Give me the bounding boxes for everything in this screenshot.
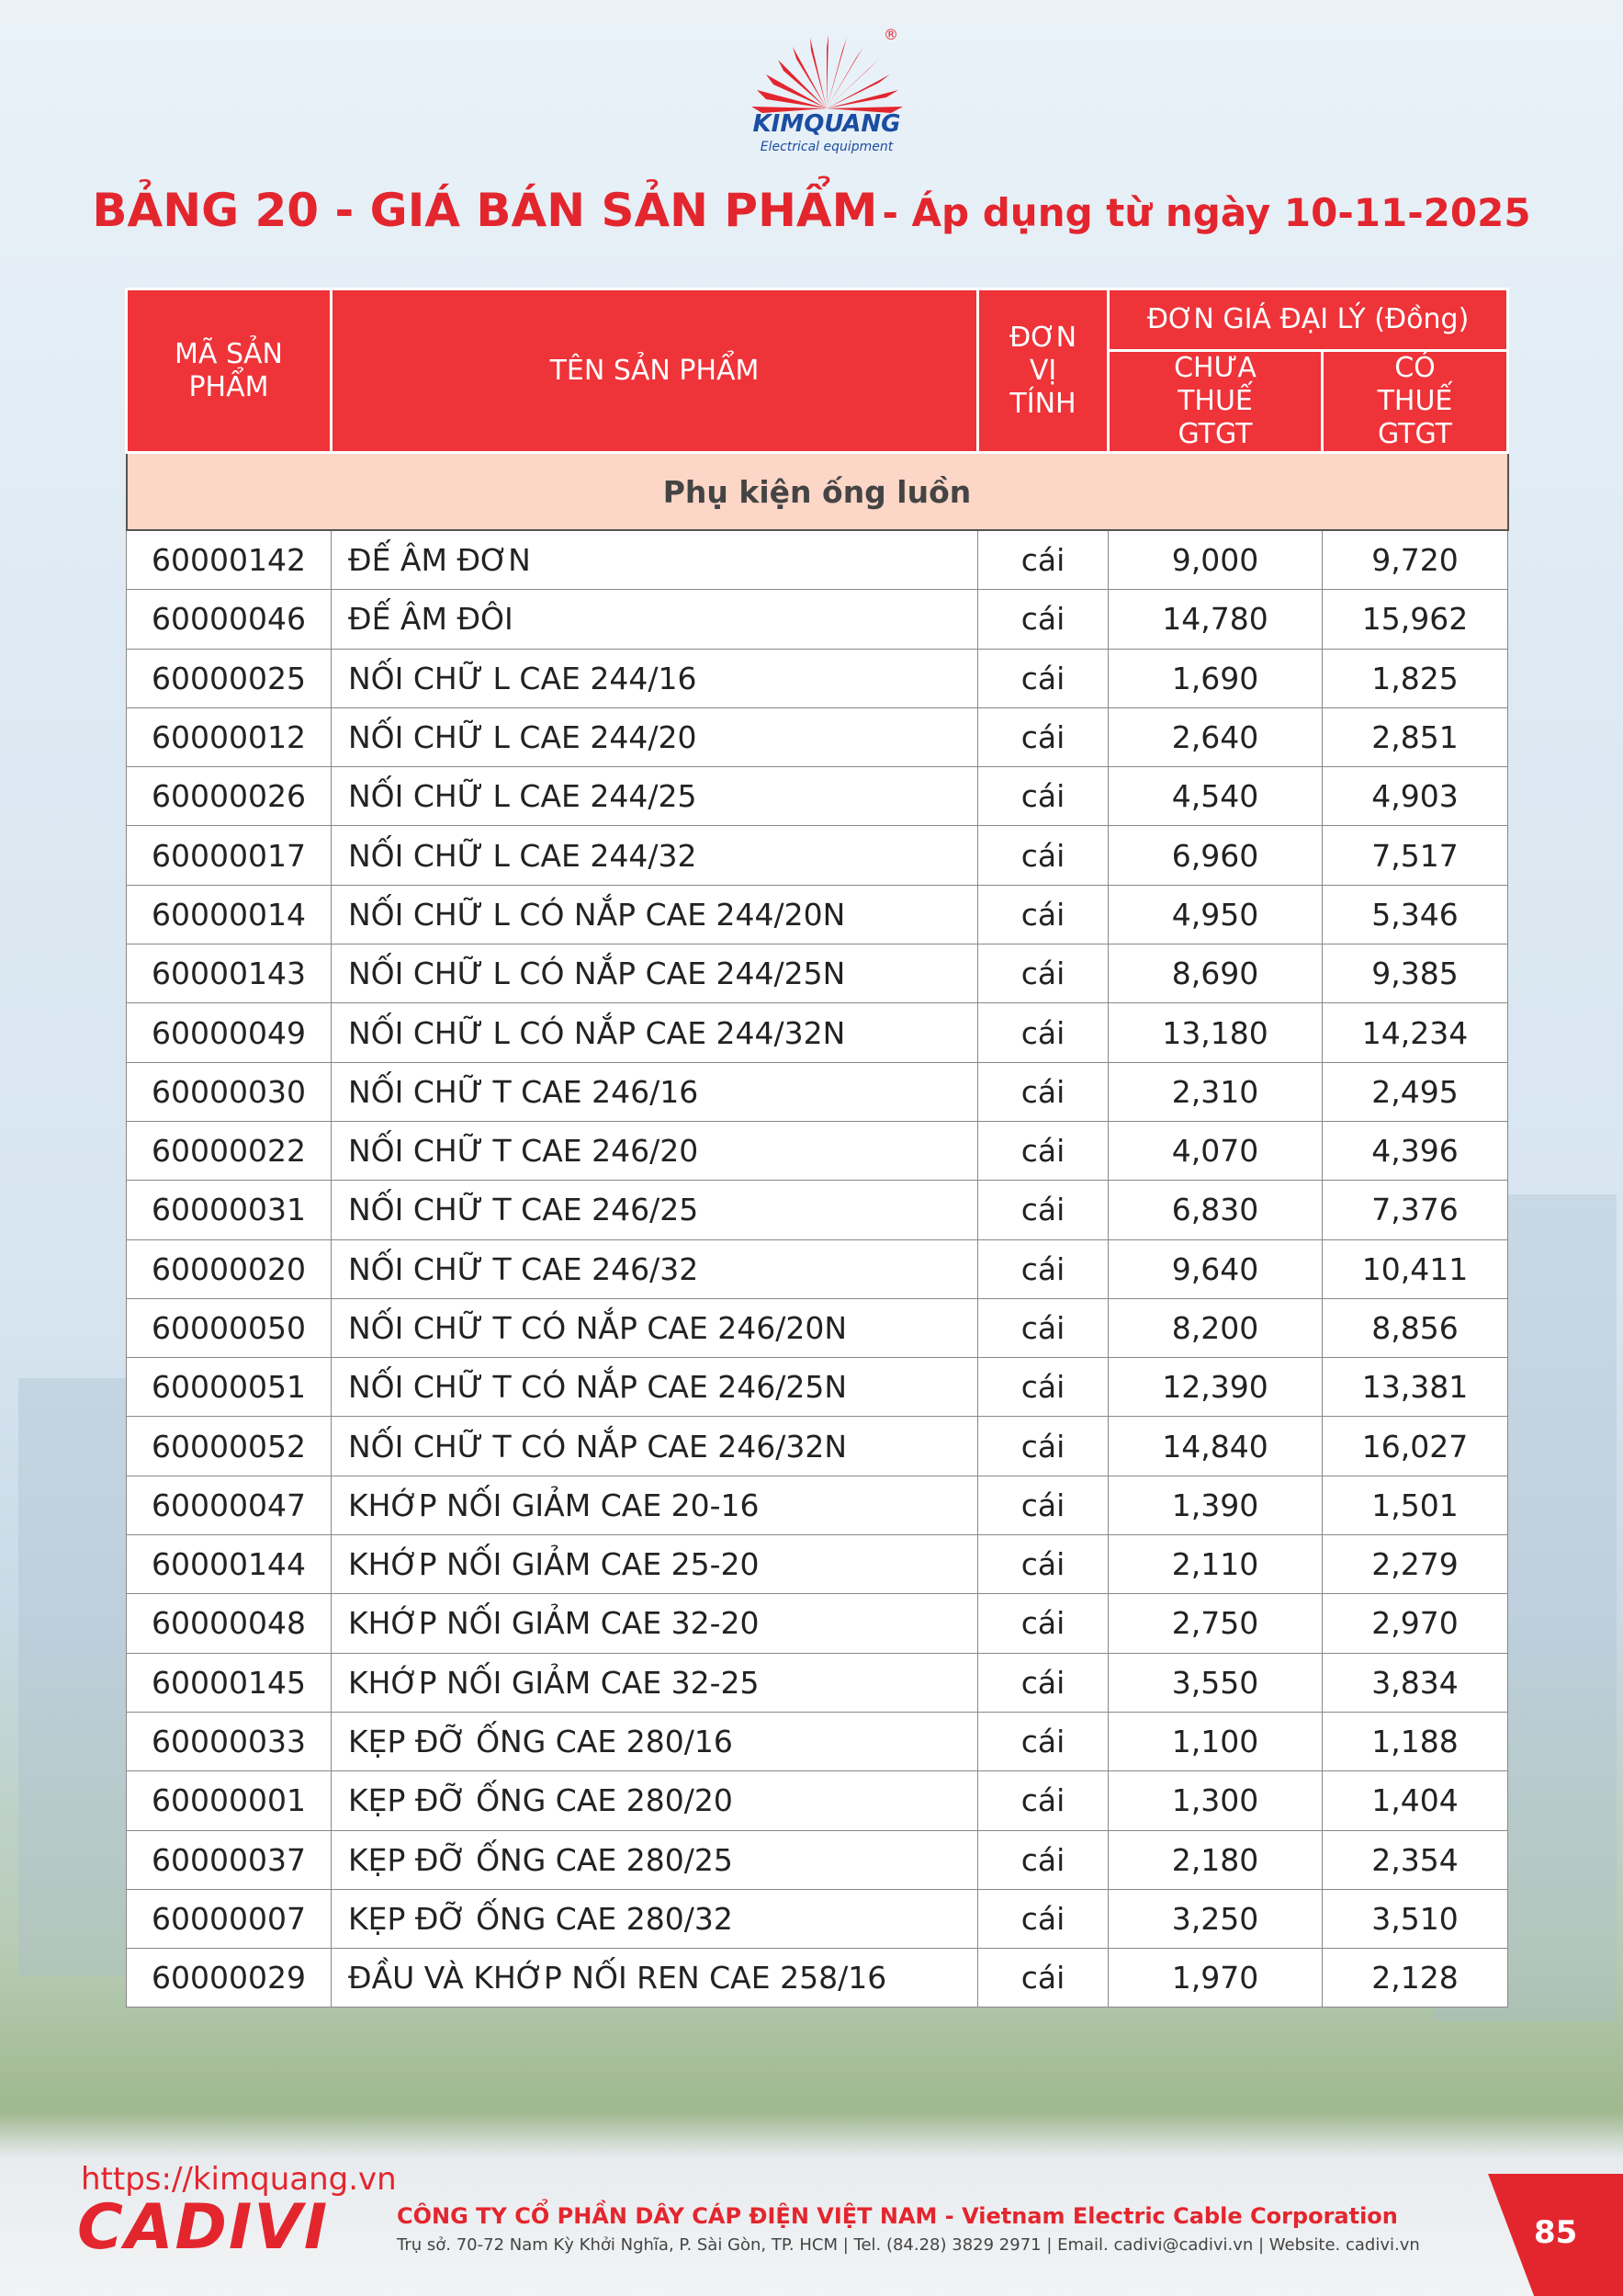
cell-unit: cái — [978, 649, 1109, 707]
title-sub: - Áp dụng từ ngày 10-11-2025 — [882, 190, 1531, 235]
cell-unit: cái — [978, 1653, 1109, 1712]
cell-name: NỐI CHỮ T CÓ NẮP CAE 246/32N — [332, 1417, 978, 1476]
cell-name: ĐẾ ÂM ĐÔI — [332, 590, 978, 649]
cell-price-tax: 2,354 — [1323, 1830, 1508, 1889]
logo-brand-name: KIMQUANG — [752, 110, 901, 138]
cell-unit: cái — [978, 1712, 1109, 1770]
cell-price-tax: 1,825 — [1323, 649, 1508, 707]
cell-unit: cái — [978, 1358, 1109, 1417]
table-row — [127, 1121, 1508, 1180]
cell-unit: cái — [978, 1121, 1109, 1180]
table-row — [127, 1239, 1508, 1298]
cell-name: NỐI CHỮ T CÓ NẮP CAE 246/20N — [332, 1298, 978, 1357]
table-row — [127, 1535, 1508, 1594]
cell-price-tax: 3,834 — [1323, 1653, 1508, 1712]
cell-name: NỐI CHỮ L CÓ NẮP CAE 244/20N — [332, 885, 978, 944]
cell-price: 6,960 — [1109, 826, 1323, 885]
cell-price: 4,540 — [1109, 767, 1323, 826]
table-row — [127, 1417, 1508, 1476]
cell-price: 2,640 — [1109, 707, 1323, 766]
cell-price-tax: 16,027 — [1323, 1417, 1508, 1476]
table-row — [127, 826, 1508, 885]
cell-price: 2,750 — [1109, 1594, 1323, 1653]
table-row — [127, 1771, 1508, 1830]
cell-code: 60000001 — [127, 1771, 332, 1830]
price-table — [125, 288, 1509, 2008]
footer-url[interactable]: https://kimquang.vn — [81, 2161, 397, 2198]
cell-unit: cái — [978, 826, 1109, 885]
table-row — [127, 1949, 1508, 2008]
cell-price-tax: 3,510 — [1323, 1889, 1508, 1948]
table-row — [127, 590, 1508, 649]
header-price-tax: CÓ THUẾ GTGT — [1323, 351, 1508, 453]
cell-name: NỐI CHỮ L CAE 244/20 — [332, 707, 978, 766]
cell-price: 8,200 — [1109, 1298, 1323, 1357]
cell-price: 1,390 — [1109, 1476, 1323, 1534]
cell-unit: cái — [978, 1417, 1109, 1476]
cell-unit: cái — [978, 1594, 1109, 1653]
cell-price: 8,690 — [1109, 944, 1323, 1003]
cell-unit: cái — [978, 767, 1109, 826]
table-row — [127, 1889, 1508, 1948]
cell-unit: cái — [978, 944, 1109, 1003]
cell-name: KẸP ĐỠ ỐNG CAE 280/32 — [332, 1889, 978, 1948]
cell-code: 60000047 — [127, 1476, 332, 1534]
table-row — [127, 649, 1508, 707]
cell-unit: cái — [978, 1949, 1109, 2008]
cell-code: 60000033 — [127, 1712, 332, 1770]
cell-code: 60000012 — [127, 707, 332, 766]
kimquang-logo — [735, 26, 919, 154]
cell-name: KHỚP NỐI GIẢM CAE 32-25 — [332, 1653, 978, 1712]
cell-price-tax: 2,128 — [1323, 1949, 1508, 2008]
cell-name: KẸP ĐỠ ỐNG CAE 280/25 — [332, 1830, 978, 1889]
cell-price-tax: 4,396 — [1323, 1121, 1508, 1180]
cell-code: 60000052 — [127, 1417, 332, 1476]
cell-price-tax: 14,234 — [1323, 1003, 1508, 1062]
cell-price: 3,250 — [1109, 1889, 1323, 1948]
cell-price-tax: 2,279 — [1323, 1535, 1508, 1594]
cell-name: NỐI CHỮ L CÓ NẮP CAE 244/25N — [332, 944, 978, 1003]
cell-price: 1,100 — [1109, 1712, 1323, 1770]
cell-price: 12,390 — [1109, 1358, 1323, 1417]
cell-price: 13,180 — [1109, 1003, 1323, 1062]
cell-price-tax: 7,376 — [1323, 1181, 1508, 1239]
table-row — [127, 1712, 1508, 1770]
footer-address: Trụ sở. 70-72 Nam Kỳ Khởi Nghĩa, P. Sài Gòn, TP. HCM | Tel. (84.28) 3829 2971 | Email. cadivi@cadivi.vn | Website. cadivi.vn — [397, 2235, 1420, 2255]
cell-price: 6,830 — [1109, 1181, 1323, 1239]
cell-price: 9,640 — [1109, 1239, 1323, 1298]
cell-unit: cái — [978, 707, 1109, 766]
cell-code: 60000049 — [127, 1003, 332, 1062]
cell-name: NỐI CHỮ L CAE 244/16 — [332, 649, 978, 707]
cell-unit: cái — [978, 1239, 1109, 1298]
cell-price-tax: 1,188 — [1323, 1712, 1508, 1770]
cell-price: 1,690 — [1109, 649, 1323, 707]
cell-price-tax: 8,856 — [1323, 1298, 1508, 1357]
table-row — [127, 1298, 1508, 1357]
cell-code: 60000017 — [127, 826, 332, 885]
cell-price: 14,840 — [1109, 1417, 1323, 1476]
cell-name: NỐI CHỮ L CAE 244/25 — [332, 767, 978, 826]
cell-code: 60000046 — [127, 590, 332, 649]
cell-unit: cái — [978, 1771, 1109, 1830]
cell-price: 1,970 — [1109, 1949, 1323, 2008]
section-row — [127, 453, 1508, 531]
cell-price: 2,110 — [1109, 1535, 1323, 1594]
cell-unit: cái — [978, 885, 1109, 944]
cell-code: 60000142 — [127, 530, 332, 590]
cell-name: KHỚP NỐI GIẢM CAE 25-20 — [332, 1535, 978, 1594]
cell-price-tax: 1,404 — [1323, 1771, 1508, 1830]
cell-name: ĐẾ ÂM ĐƠN — [332, 530, 978, 590]
cell-name: NỐI CHỮ T CAE 246/20 — [332, 1121, 978, 1180]
cell-price: 1,300 — [1109, 1771, 1323, 1830]
registered-mark: ® — [884, 26, 898, 43]
cell-name: KHỚP NỐI GIẢM CAE 20-16 — [332, 1476, 978, 1534]
page-title — [0, 184, 1623, 237]
cell-price: 14,780 — [1109, 590, 1323, 649]
cell-code: 60000007 — [127, 1889, 332, 1948]
cell-code: 60000037 — [127, 1830, 332, 1889]
cell-price: 4,070 — [1109, 1121, 1323, 1180]
cell-code: 60000050 — [127, 1298, 332, 1357]
page-number: 85 — [1534, 2214, 1578, 2251]
cell-name: NỐI CHỮ T CAE 246/25 — [332, 1181, 978, 1239]
cell-price: 2,310 — [1109, 1062, 1323, 1121]
cell-code: 60000026 — [127, 767, 332, 826]
table-row — [127, 1830, 1508, 1889]
cell-name: NỐI CHỮ L CÓ NẮP CAE 244/32N — [332, 1003, 978, 1062]
cell-unit: cái — [978, 530, 1109, 590]
header-unit: ĐƠN VỊ TÍNH — [978, 289, 1109, 453]
header-code: MÃ SẢN PHẨM — [127, 289, 332, 453]
table-row — [127, 707, 1508, 766]
cell-price-tax: 13,381 — [1323, 1358, 1508, 1417]
cell-code: 60000031 — [127, 1181, 332, 1239]
cell-name: KẸP ĐỠ ỐNG CAE 280/20 — [332, 1771, 978, 1830]
table-row — [127, 1181, 1508, 1239]
cell-name: KHỚP NỐI GIẢM CAE 32-20 — [332, 1594, 978, 1653]
cell-price-tax: 10,411 — [1323, 1239, 1508, 1298]
cell-price: 3,550 — [1109, 1653, 1323, 1712]
cell-price-tax: 2,970 — [1323, 1594, 1508, 1653]
footer-company: CÔNG TY CỔ PHẦN DÂY CÁP ĐIỆN VIỆT NAM - Vietnam Electric Cable Corporation — [397, 2203, 1398, 2229]
background-building — [18, 1378, 138, 1975]
cell-name: NỐI CHỮ T CAE 246/32 — [332, 1239, 978, 1298]
cell-price-tax: 4,903 — [1323, 767, 1508, 826]
section-title: Phụ kiện ống luồn — [127, 453, 1508, 531]
cell-unit: cái — [978, 1476, 1109, 1534]
cell-price-tax: 2,851 — [1323, 707, 1508, 766]
cell-code: 60000051 — [127, 1358, 332, 1417]
cell-name: NỐI CHỮ L CAE 244/32 — [332, 826, 978, 885]
cell-unit: cái — [978, 1298, 1109, 1357]
price-table-container — [125, 288, 1506, 2008]
cell-price-tax: 2,495 — [1323, 1062, 1508, 1121]
cell-code: 60000029 — [127, 1949, 332, 2008]
cell-name: KẸP ĐỠ ỐNG CAE 280/16 — [332, 1712, 978, 1770]
cell-unit: cái — [978, 1889, 1109, 1948]
table-row — [127, 944, 1508, 1003]
cell-code: 60000048 — [127, 1594, 332, 1653]
title-main: BẢNG 20 - GIÁ BÁN SẢN PHẨM — [92, 184, 878, 237]
cell-code: 60000030 — [127, 1062, 332, 1121]
cell-unit: cái — [978, 1535, 1109, 1594]
cell-price: 2,180 — [1109, 1830, 1323, 1889]
header-name: TÊN SẢN PHẨM — [332, 289, 978, 453]
logo-tagline: Electrical equipment — [760, 140, 894, 154]
cell-unit: cái — [978, 590, 1109, 649]
table-row — [127, 1653, 1508, 1712]
cell-price-tax: 5,346 — [1323, 885, 1508, 944]
cell-price-tax: 7,517 — [1323, 826, 1508, 885]
cell-price-tax: 9,385 — [1323, 944, 1508, 1003]
table-row — [127, 1476, 1508, 1534]
cell-unit: cái — [978, 1003, 1109, 1062]
table-row — [127, 1594, 1508, 1653]
cell-code: 60000145 — [127, 1653, 332, 1712]
cell-code: 60000144 — [127, 1535, 332, 1594]
table-row — [127, 1358, 1508, 1417]
cell-code: 60000014 — [127, 885, 332, 944]
cell-price-tax: 1,501 — [1323, 1476, 1508, 1534]
cell-price: 4,950 — [1109, 885, 1323, 944]
header-price-group: ĐƠN GIÁ ĐẠI LÝ (Đồng) — [1109, 289, 1508, 351]
title-effective-date: Áp dụng từ ngày 10-11-2025 — [911, 190, 1531, 235]
cell-code: 60000022 — [127, 1121, 332, 1180]
cell-name: NỐI CHỮ T CAE 246/16 — [332, 1062, 978, 1121]
cell-name: NỐI CHỮ T CÓ NẮP CAE 246/25N — [332, 1358, 978, 1417]
cell-code: 60000143 — [127, 944, 332, 1003]
table-row — [127, 1062, 1508, 1121]
cell-name: ĐẦU VÀ KHỚP NỐI REN CAE 258/16 — [332, 1949, 978, 2008]
cell-price-tax: 15,962 — [1323, 590, 1508, 649]
cell-price: 9,000 — [1109, 530, 1323, 590]
table-row — [127, 885, 1508, 944]
header-price-no-tax: CHƯA THUẾ GTGT — [1109, 351, 1323, 453]
cell-unit: cái — [978, 1062, 1109, 1121]
cadivi-logo: CADIVI — [77, 2191, 330, 2264]
table-row — [127, 1003, 1508, 1062]
cell-unit: cái — [978, 1181, 1109, 1239]
table-row — [127, 767, 1508, 826]
table-row — [127, 530, 1508, 590]
cell-code: 60000020 — [127, 1239, 332, 1298]
cell-code: 60000025 — [127, 649, 332, 707]
cell-price-tax: 9,720 — [1323, 530, 1508, 590]
cell-unit: cái — [978, 1830, 1109, 1889]
